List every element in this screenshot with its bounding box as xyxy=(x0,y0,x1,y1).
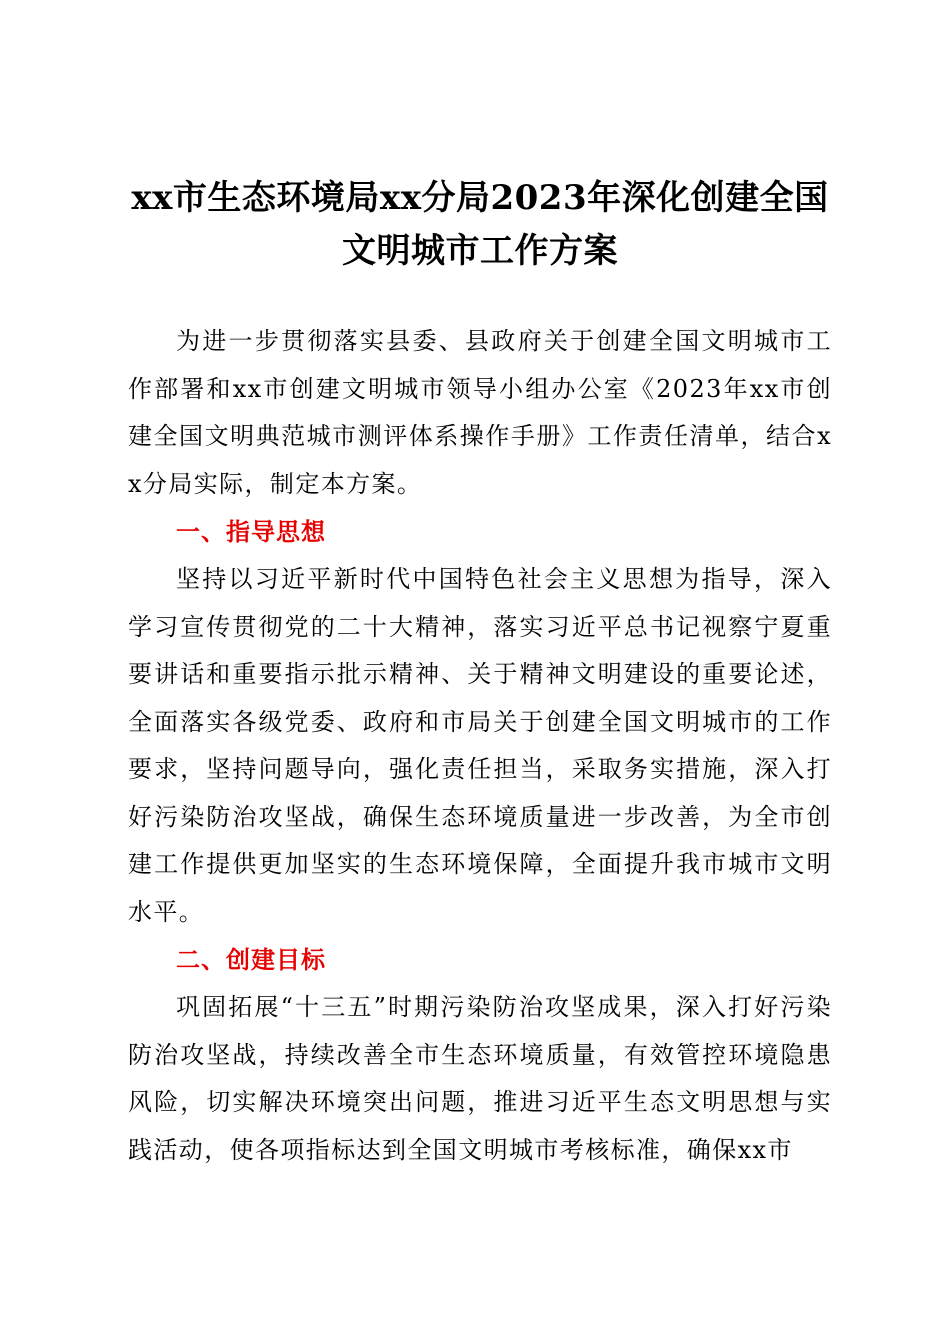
intro-paragraph: 为进一步贯彻落实县委、县政府关于创建全国文明城市工作部署和xx市创建文明城市领导小组办公室《2023年xx市创建全国文明典范城市测评体系操作手册》工作责任清单，结合xx分局实际，制定本方案。 xyxy=(128,327,832,498)
document-page xyxy=(128,172,832,1174)
title-spacing xyxy=(128,278,832,318)
document-title xyxy=(128,172,832,278)
title-line-2: 文明城市工作方案 xyxy=(342,231,618,271)
section-heading-guiding-ideology: 一、指导思想 xyxy=(176,518,326,546)
section-body-guiding-ideology: 坚持以习近平新时代中国特色社会主义思想为指导，深入学习宣传贯彻党的二十大精神，落实习近平总书记视察宁夏重要讲话和重要指示批示精神、关于精神文明建设的重要论述，全面落实各级党委、政府和市局关于创建全国文明城市的工作要求，坚持问题导向，强化责任担当，采取务实措施，深入打好污染防治攻坚战，确保生态环境质量进一步改善，为全市创建工作提供更加坚实的生态环境保障，全面提升我市城市文明水平。 xyxy=(128,565,832,926)
title-line-1: xx市生态环境局xx分局2023年深化创建全国 xyxy=(131,178,829,218)
section-heading-creation-goals: 二、创建目标 xyxy=(176,946,326,974)
section-body-creation-goals: 巩固拓展“十三五”时期污染防治攻坚成果，深入打好污染防治攻坚战，持续改善全市生态环境质量，有效管控环境隐患风险，切实解决环境突出问题，推进习近平生态文明思想与实践活动，使各项指标达到全国文明城市考核标准，确保xx市 xyxy=(128,993,832,1164)
